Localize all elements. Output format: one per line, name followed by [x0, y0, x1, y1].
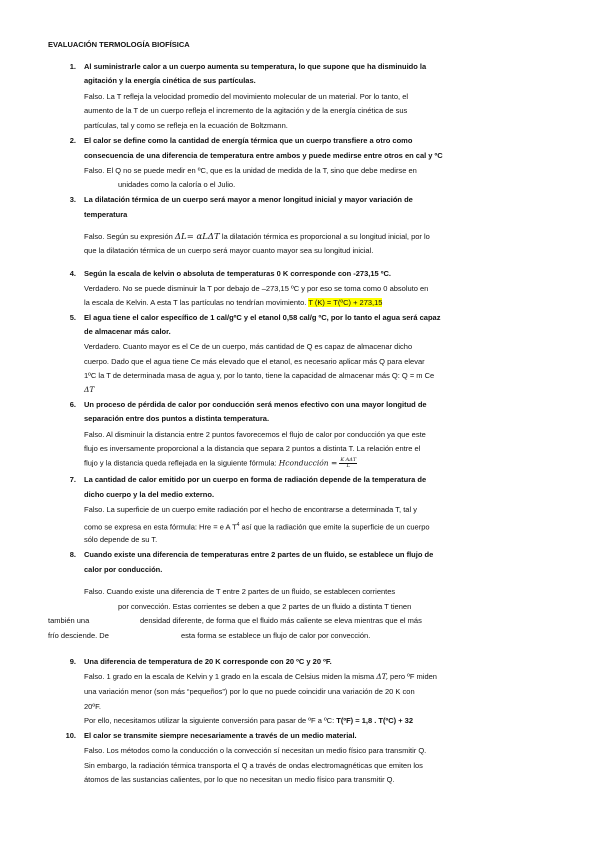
- answer-9-line-1: [84, 672, 437, 682]
- answer-3-line-2: que la dilatación térmica de un cuerpo será mayor cuanto mayor sea su longitud inicial.: [84, 246, 374, 255]
- answer-10-line-1: Falso. Los métodos como la conducción o la convección sí necesitan un medio físico para transmitir Q.: [84, 746, 427, 755]
- answer-1-line-3: partículas, tal y como se refleja en la ecuación de Boltzmann.: [84, 121, 288, 130]
- kelvin-conversion-highlight: T (K) = T(ºC) + 273,15: [308, 298, 383, 307]
- answer-7-line-3: sólo depende de su T.: [84, 535, 158, 544]
- answer-9-conversion-text: Por ello, necesitamos utilizar la siguiente conversión para pasar de ºF a ºC:: [84, 716, 335, 725]
- answer-8-line-4-pre: frío desciende. De: [48, 631, 109, 640]
- question-4-line-1: Según la escala de kelvin o absoluta de temperaturas 0 K corresponde con -273,15 ºC.: [84, 269, 392, 278]
- answer-3-text-post: la dilatación térmica es proporcional a su longitud inicial, por lo: [221, 232, 430, 241]
- question-6-line-2: separación entre dos puntos a distinta temperatura.: [84, 414, 270, 423]
- answer-10-line-3: átomos de las sustancias calientes, por lo que no necesitan un medio físico para transmitir Q.: [84, 775, 395, 784]
- conduction-fraction: [339, 458, 357, 469]
- question-2-number: 2.: [69, 136, 76, 145]
- question-7-number: 7.: [69, 475, 76, 484]
- answer-7-text-post: así que la radiación que emite la superficie de un cuerpo: [239, 522, 430, 532]
- conduction-formula-lhs: Hconducción =: [278, 458, 338, 468]
- answer-5-line-3: 1ºC la T de determinada masa de agua y, por lo tanto, tiene la capacidad de almacenar más Q: Q = m Ce: [84, 371, 435, 380]
- question-6-line-1: Un proceso de pérdida de calor por conducción será menos efectivo con una mayor longitud de: [84, 400, 427, 409]
- answer-4-line-1: Verdadero. No se puede disminuir la T por debajo de –273,15 ºC y por eso se toma como 0 absoluto en: [84, 284, 429, 293]
- question-10-line-1: El calor se transmite siempre necesariamente a través de un medio material.: [84, 731, 357, 740]
- question-8-line-1: Cuando existe una diferencia de temperaturas entre 2 partes de un fluido, se establece un flujo de: [84, 550, 434, 559]
- delta-t-symbol: ΔT,: [376, 672, 388, 681]
- answer-5-line-2: cuerpo. Dado que el agua tiene Ce más elevado que el etanol, es necesario aplicar más Q para elevar: [84, 357, 425, 366]
- answer-10-line-2: Sin embargo, la radiación térmica transporta el Q a través de ondas electromagnéticas que emiten los: [84, 761, 423, 770]
- question-9-number: 9.: [69, 657, 76, 666]
- answer-3-line-1: [84, 232, 430, 242]
- question-8-number: 8.: [69, 550, 76, 559]
- question-9-line-1: Una diferencia de temperatura de 20 K corresponde con 20 ºC y 20 ºF.: [84, 657, 332, 666]
- answer-8-line-1: Falso. Cuando existe una diferencia de T entre 2 partes de un fluido, se establecen corrientes: [84, 587, 396, 596]
- answer-9-text-post: pero ºF miden: [390, 672, 437, 681]
- question-3-line-1: La dilatación térmica de un cuerpo será mayor a menor longitud inicial y mayor variación de: [84, 195, 413, 204]
- fahrenheit-conversion-formula: T(ºF) = 1,8 . T(ºC) + 32: [336, 716, 414, 725]
- question-10-number: 10.: [65, 731, 76, 740]
- answer-8-line-3-pre: también una: [48, 616, 90, 625]
- answer-7-text-pre: como se expresa en esta fórmula: Hre = e A T: [84, 522, 237, 532]
- answer-4-text: la escala de Kelvin. A esta T las partículas no tendrían movimiento.: [84, 298, 307, 307]
- exponent: 4: [236, 522, 240, 528]
- dilation-formula: ΔL= αLΔT: [174, 232, 220, 242]
- question-2-line-1: El calor se define como la cantidad de energía térmica que un cuerpo transfiere a otro como: [84, 136, 413, 145]
- answer-2-line-1: Falso. El Q no se puede medir en ºC, que es la unidad de medida de la T, sino que debe medirse en: [84, 166, 417, 175]
- question-8-line-2: calor por conducción.: [84, 565, 163, 574]
- answer-4-line-2: [84, 298, 382, 308]
- question-7-line-1: La cantidad de calor emitido por un cuerpo en forma de radiación depende de la temperatura de: [84, 475, 427, 484]
- question-7-line-2: dicho cuerpo y la del medio externo.: [84, 490, 215, 499]
- fraction-denominator: L: [346, 463, 350, 469]
- answer-7-line-1: Falso. La superficie de un cuerpo emite radiación por el hecho de encontrarse a determinada T, tal y: [84, 505, 417, 514]
- question-1-number: 1.: [69, 62, 76, 71]
- answer-7-line-2: [84, 520, 430, 533]
- question-3-line-2: temperatura: [84, 210, 128, 219]
- question-5-number: 5.: [69, 313, 76, 322]
- question-1-line-1: Al suministrarle calor a un cuerpo aumenta su temperatura, lo que supone que ha disminuido la: [84, 62, 427, 71]
- answer-5-line-1: Verdadero. Cuanto mayor es el Ce de un cuerpo, más cantidad de Q es capaz de almacenar dicho: [84, 342, 413, 351]
- answer-1-line-1: Falso. La T refleja la velocidad promedio del movimiento molecular de un material. Por lo tanto, el: [84, 92, 409, 101]
- answer-8-line-3-post: densidad diferente, de forma que el fluido más caliente se eleva mientras que el más: [140, 616, 422, 625]
- question-6-number: 6.: [69, 400, 76, 409]
- answer-2-line-2: unidades como la caloría o el Julio.: [118, 180, 236, 189]
- answer-9-line-4: [84, 716, 413, 726]
- question-2-line-2: consecuencia de una diferencia de temperatura entre ambos y puede medirse entre otros en cal y ºC: [84, 151, 443, 160]
- question-5-line-2: de almacenar más calor.: [84, 327, 171, 336]
- document-title: EVALUACIÓN TERMOLOGÍA BIOFÍSICA: [48, 40, 190, 49]
- answer-6-line-3: [84, 458, 357, 469]
- answer-6-line-2: flujo es inversamente proporcional a la distancia que separa 2 puntos a distinta T. La relación entre el: [84, 444, 421, 453]
- question-1-line-2: agitación y la energía cinética de sus partículas.: [84, 76, 256, 85]
- answer-9-text-pre: Falso. 1 grado en la escala de Kelvin y 1 grado en la escala de Celsius miden la misma: [84, 672, 375, 681]
- question-5-line-1: El agua tiene el calor específico de 1 cal/gºC y el etanol 0,58 cal/g ºC, por lo tanto el agua será capaz: [84, 313, 441, 322]
- answer-8-line-4-post: esta forma se establece un flujo de calor por convección.: [181, 631, 371, 640]
- answer-8-line-2: por convección. Estas corrientes se deben a que 2 partes de un fluido a distinta T tienen: [118, 602, 412, 611]
- answer-9-line-2: una variación menor (son más “pequeños”) por lo que no puede coincidir una variación de 20 K con: [84, 687, 415, 696]
- question-4-number: 4.: [69, 269, 76, 278]
- answer-1-line-2: aumento de la T de un cuerpo refleja el incremento de la agitación y de la energía cinética de sus: [84, 106, 408, 115]
- answer-6-line-1: Falso. Al disminuir la distancia entre 2 puntos favorecemos el flujo de calor por conducción ya que este: [84, 430, 426, 439]
- question-3-number: 3.: [69, 195, 76, 204]
- answer-6-text: flujo y la distancia queda reflejada en la siguiente fórmula:: [84, 458, 277, 468]
- answer-9-line-3: 20ºF.: [84, 702, 101, 711]
- answer-3-text-pre: Falso. Según su expresión: [84, 232, 173, 241]
- answer-5-line-4: ΔT: [84, 385, 95, 394]
- fraction-numerator: K AΔT: [340, 457, 357, 463]
